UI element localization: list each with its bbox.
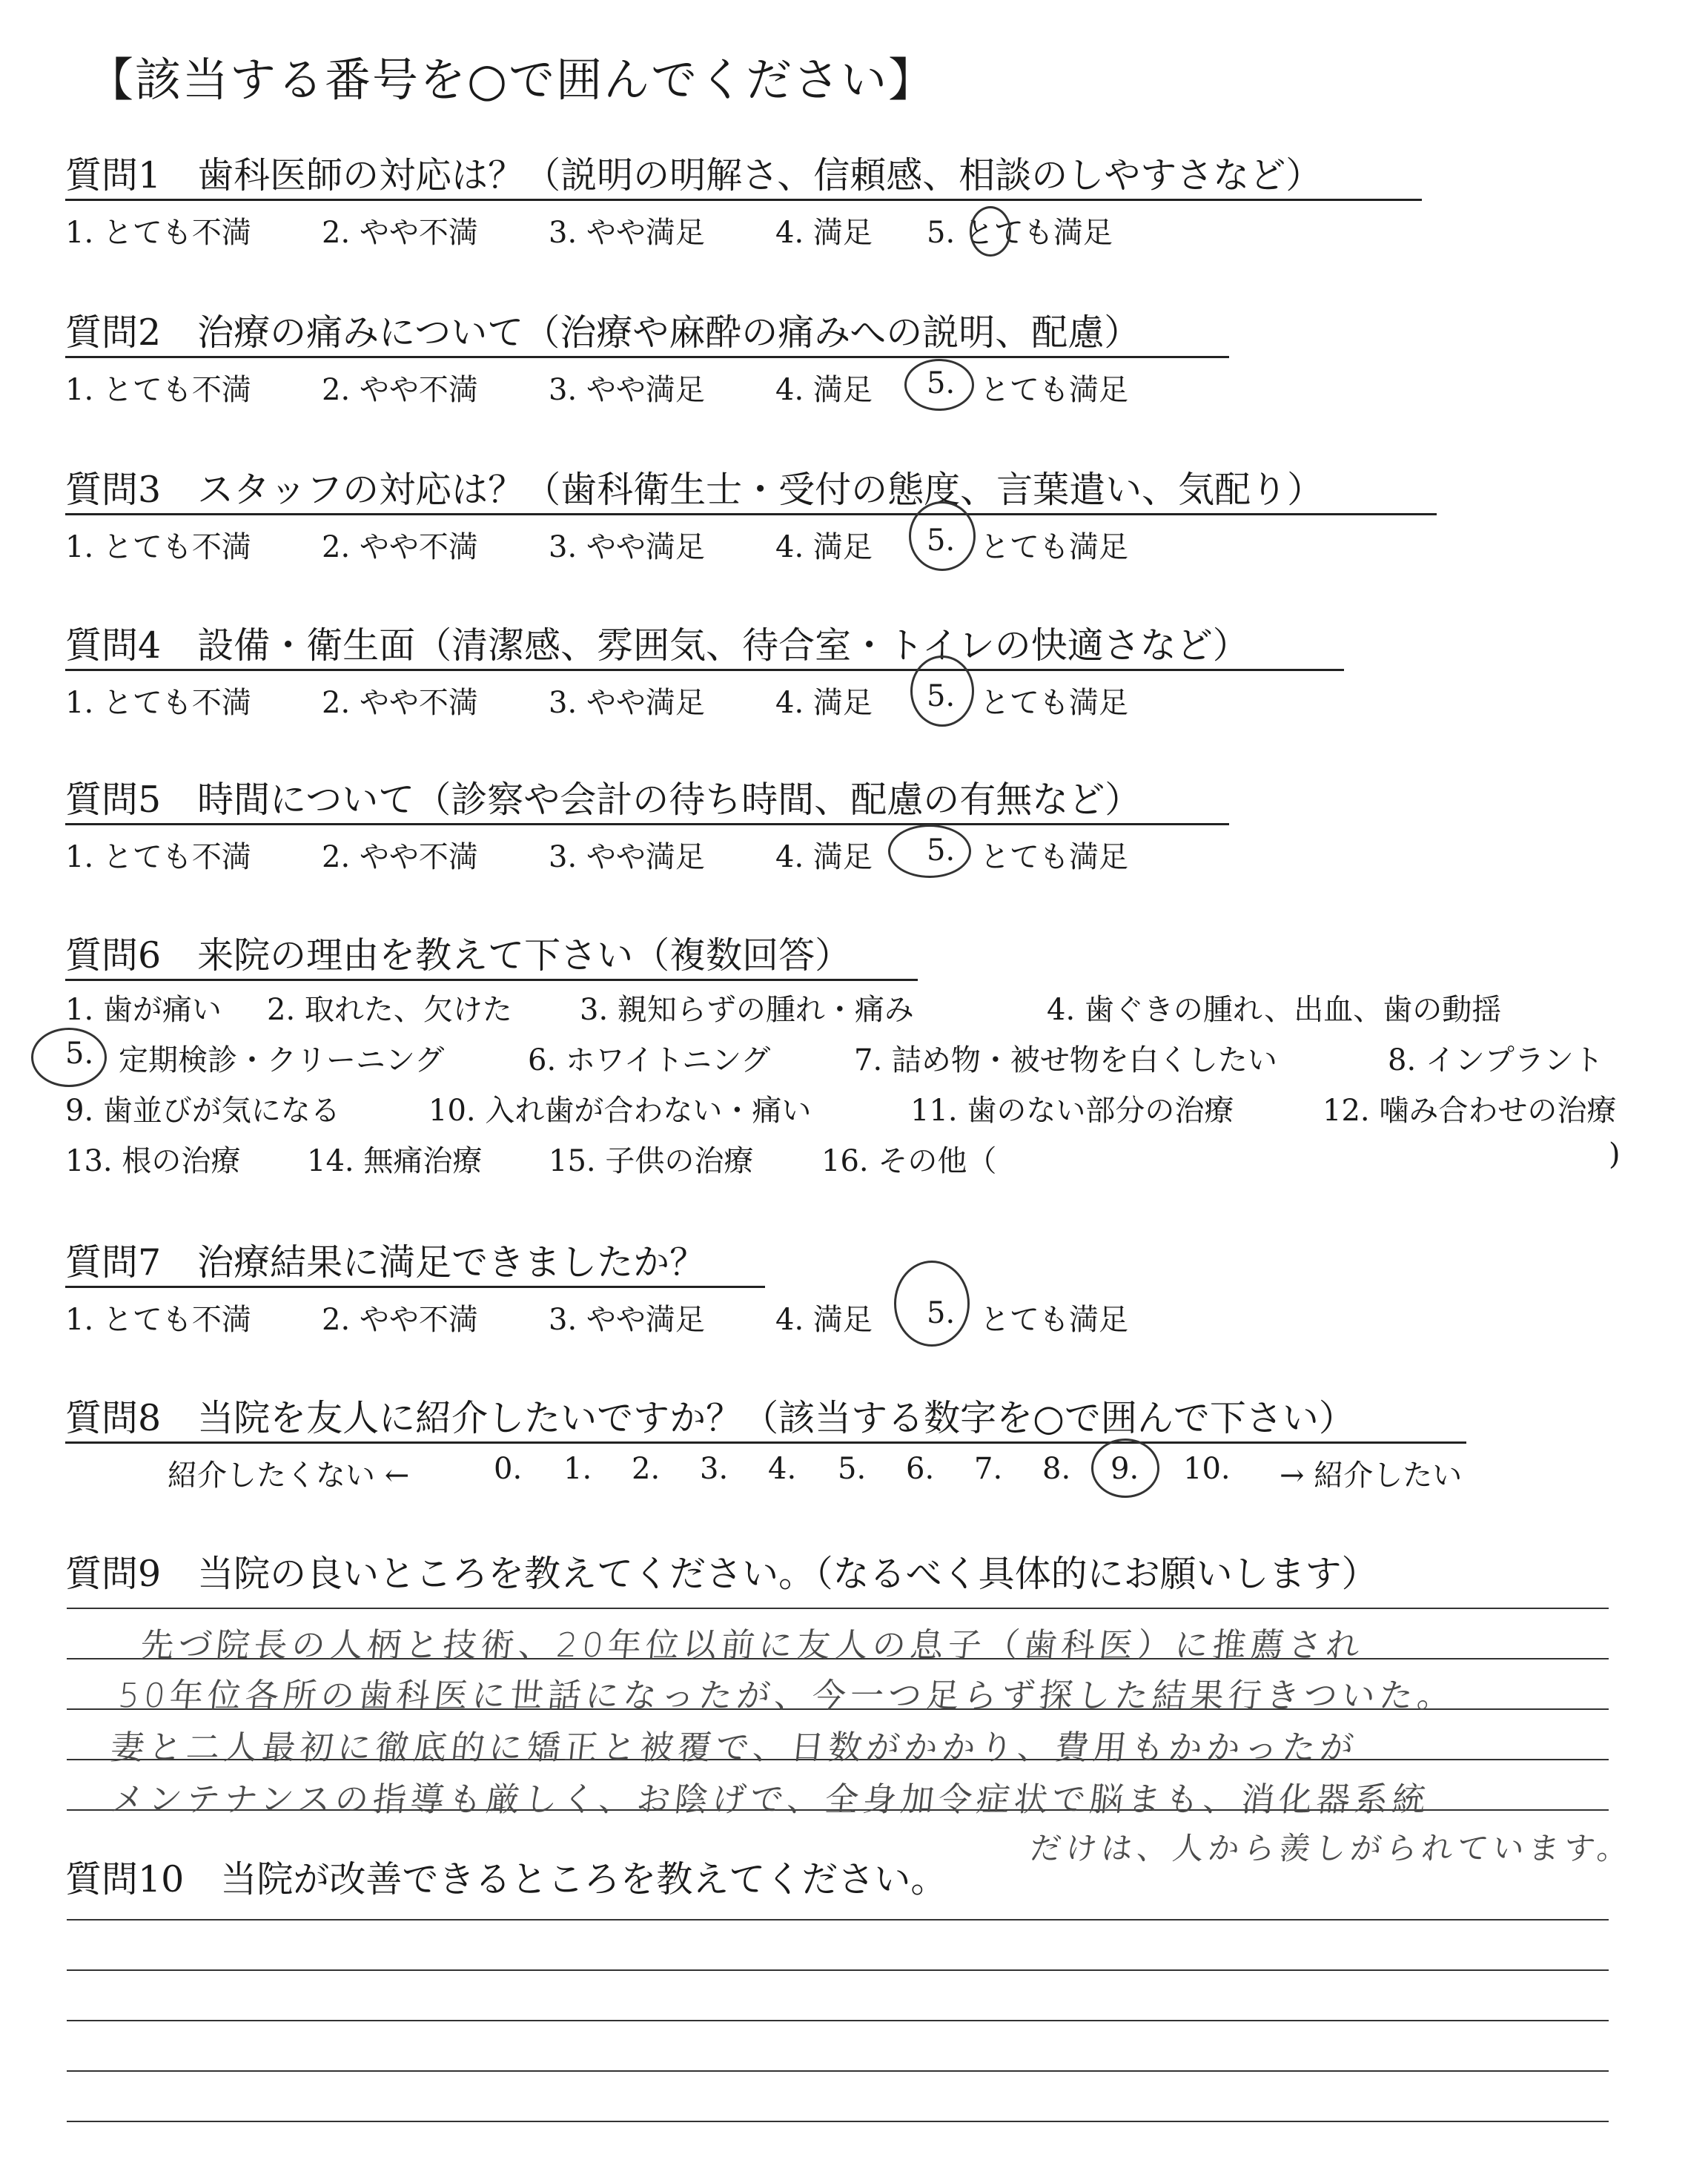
q9-answer-line-1: 先づ院長の人柄と技術、20年位以前に友人の息子（歯科医）に推薦され (138, 1625, 1366, 1665)
answer-line-1 (67, 1608, 1609, 1609)
q1-option-1[interactable]: 1. とても不満 (65, 216, 251, 250)
q9-answer-line-5: だけは、人から羨しがられています。 (1028, 1830, 1635, 1866)
q8-option-2[interactable]: 2. (632, 1452, 661, 1486)
q1-option-4[interactable]: 4. 満足 (775, 216, 873, 250)
q4-title: 質問4 設備・衛生面（清潔感、雰囲気、待合室・トイレの快適さなど） (65, 624, 1249, 667)
q4-option-4[interactable]: 4. 満足 (775, 686, 873, 720)
q1-option-2[interactable]: 2. やや不満 (322, 216, 478, 250)
q1-option-5[interactable]: 5. とても満足 (927, 216, 1113, 250)
q10-line-3 (67, 2020, 1609, 2021)
q4-option-1[interactable]: 1. とても不満 (65, 686, 251, 720)
q6-option-16-close: ) (1609, 1137, 1621, 1172)
q10-title: 質問10 当院が改善できるところを教えてください。 (65, 1858, 947, 1900)
q7-selection-circle (894, 1261, 970, 1347)
q6-option-14[interactable]: 14. 無痛治療 (307, 1144, 483, 1178)
q7-title: 質問7 治療結果に満足できましたか？ (65, 1241, 706, 1284)
q5-selection-circle (888, 825, 971, 878)
q10-line-5 (67, 2121, 1609, 2122)
q6-option-3[interactable]: 3. 親知らずの腫れ・痛み (580, 993, 914, 1027)
q1-underline (65, 199, 1422, 201)
q1-option-3[interactable]: 3. やや満足 (549, 216, 705, 250)
q6-title: 質問6 来院の理由を教えて下さい（複数回答） (65, 934, 852, 977)
q8-option-8[interactable]: 8. (1042, 1452, 1071, 1486)
q4-option-5-label: とても満足 (980, 686, 1128, 720)
q7-option-4[interactable]: 4. 満足 (775, 1303, 873, 1337)
q3-option-3[interactable]: 3. やや満足 (549, 530, 705, 564)
q4-underline (65, 669, 1344, 671)
q8-option-3[interactable]: 3. (700, 1452, 729, 1486)
q6-option-10[interactable]: 10. 入れ歯が合わない・痛い (428, 1094, 812, 1128)
q5-option-5-label: とても満足 (980, 840, 1128, 874)
q2-option-3[interactable]: 3. やや満足 (549, 373, 705, 407)
q5-option-2[interactable]: 2. やや不満 (322, 840, 478, 874)
q10-line-2 (67, 1969, 1609, 1971)
q6-option-11[interactable]: 11. 歯のない部分の治療 (910, 1094, 1234, 1128)
q9-answer-line-3: 妻と二人最初に徹底的に矯正と被覆で、日数がかかり、費用もかかったが (108, 1728, 1360, 1767)
q7-option-1[interactable]: 1. とても不満 (65, 1303, 251, 1337)
q6-option-13[interactable]: 13. 根の治療 (65, 1144, 241, 1178)
q7-option-2[interactable]: 2. やや不満 (322, 1303, 478, 1337)
q8-left-label: 紹介したくない ← (168, 1459, 410, 1493)
q6-option-2[interactable]: 2. 取れた、欠けた (267, 993, 512, 1027)
q7-option-3[interactable]: 3. やや満足 (549, 1303, 705, 1337)
q2-selection-circle (904, 359, 974, 411)
q8-option-6[interactable]: 6. (906, 1452, 935, 1486)
q8-option-5[interactable]: 5. (838, 1452, 867, 1486)
q3-option-4[interactable]: 4. 満足 (775, 530, 873, 564)
q6-option-5[interactable]: 5. (65, 1037, 94, 1071)
q4-option-3[interactable]: 3. やや満足 (549, 686, 705, 720)
q6-option-9[interactable]: 9. 歯並びが気になる (65, 1094, 340, 1128)
q4-selection-circle (910, 655, 974, 727)
q6-option-6[interactable]: 6. ホワイトニング (528, 1043, 771, 1077)
q6-option-12[interactable]: 12. 噛み合わせの治療 (1323, 1094, 1617, 1128)
q5-option-4[interactable]: 4. 満足 (775, 840, 873, 874)
q2-option-2[interactable]: 2. やや不満 (322, 373, 478, 407)
q8-option-1[interactable]: 1. (563, 1452, 592, 1486)
q2-option-1[interactable]: 1. とても不満 (65, 373, 251, 407)
q2-title: 質問2 治療の痛みについて（治療や麻酔の痛みへの説明、配慮） (65, 311, 1141, 354)
q6-option-1[interactable]: 1. 歯が痛い (65, 993, 222, 1027)
q3-option-5-label: とても満足 (980, 530, 1128, 564)
q6-underline (65, 979, 918, 981)
q3-option-2[interactable]: 2. やや不満 (322, 530, 478, 564)
q2-option-5-label: とても満足 (980, 373, 1128, 407)
q6-option-8[interactable]: 8. インプラント (1388, 1043, 1603, 1077)
q5-option-1[interactable]: 1. とても不満 (65, 840, 251, 874)
q4-option-5[interactable]: 5. (927, 679, 956, 713)
q6-option-5-label: 定期検診・クリーニング (119, 1043, 445, 1077)
q7-underline (65, 1286, 765, 1288)
q6-selection-circle (31, 1028, 107, 1087)
q8-right-label: → 紹介したい (1280, 1459, 1463, 1493)
q5-option-3[interactable]: 3. やや満足 (549, 840, 705, 874)
q3-option-1[interactable]: 1. とても不満 (65, 530, 251, 564)
q7-option-5-label: とても満足 (980, 1303, 1128, 1337)
q5-underline (65, 823, 1229, 825)
q1-selection-circle (970, 206, 1011, 257)
q6-option-7[interactable]: 7. 詰め物・被せ物を白くしたい (854, 1043, 1277, 1077)
q6-option-15[interactable]: 15. 子供の治療 (549, 1144, 754, 1178)
q6-option-4[interactable]: 4. 歯ぐきの腫れ、出血、歯の動揺 (1047, 993, 1502, 1027)
q5-title: 質問5 時間について（診察や会計の待ち時間、配慮の有無など） (65, 779, 1142, 821)
q6-option-16[interactable]: 16. その他（ (821, 1144, 997, 1178)
q3-selection-circle (909, 501, 976, 571)
q8-title: 質問8 当院を友人に紹介したいですか？（該当する数字を○で囲んで下さい） (65, 1397, 1355, 1439)
q2-option-4[interactable]: 4. 満足 (775, 373, 873, 407)
q4-option-2[interactable]: 2. やや不満 (322, 686, 478, 720)
q8-option-9[interactable]: 9. (1110, 1452, 1139, 1486)
q3-option-5[interactable]: 5. (927, 524, 956, 558)
q5-option-5[interactable]: 5. (927, 833, 956, 868)
q8-option-0[interactable]: 0. (494, 1452, 523, 1486)
q7-option-5[interactable]: 5. (927, 1296, 956, 1330)
page-heading: 【該当する番号を○で囲んでください】 (87, 53, 936, 107)
q2-option-5[interactable]: 5. (927, 366, 956, 400)
q3-title: 質問3 スタッフの対応は？（歯科衛生士・受付の態度、言葉遣い、気配り） (65, 469, 1324, 511)
q2-underline (65, 356, 1229, 358)
q1-title: 質問1 歯科医師の対応は？（説明の明解さ、信頼感、相談のしやすさなど） (65, 154, 1323, 196)
q10-line-4 (67, 2070, 1609, 2072)
q3-underline (65, 513, 1437, 515)
q8-underline (65, 1441, 1466, 1444)
q9-answer-line-4: メンテナンスの指導も厳しく、お陰げで、全身加令症状で脳まも、消化器系統 (108, 1780, 1432, 1819)
q9-answer-line-2: 50年位各所の歯科医に世話になったが、今一つ足らず探した結果行きついた。 (116, 1676, 1457, 1715)
q8-option-10[interactable]: 10. (1183, 1452, 1231, 1486)
q9-title: 質問9 当院の良いところを教えてください。（なるべく具体的にお願いします） (65, 1553, 1378, 1595)
q8-option-7[interactable]: 7. (974, 1452, 1003, 1486)
q8-option-4[interactable]: 4. (768, 1452, 797, 1486)
q10-line-1 (67, 1919, 1609, 1920)
q8-selection-circle (1091, 1439, 1159, 1498)
